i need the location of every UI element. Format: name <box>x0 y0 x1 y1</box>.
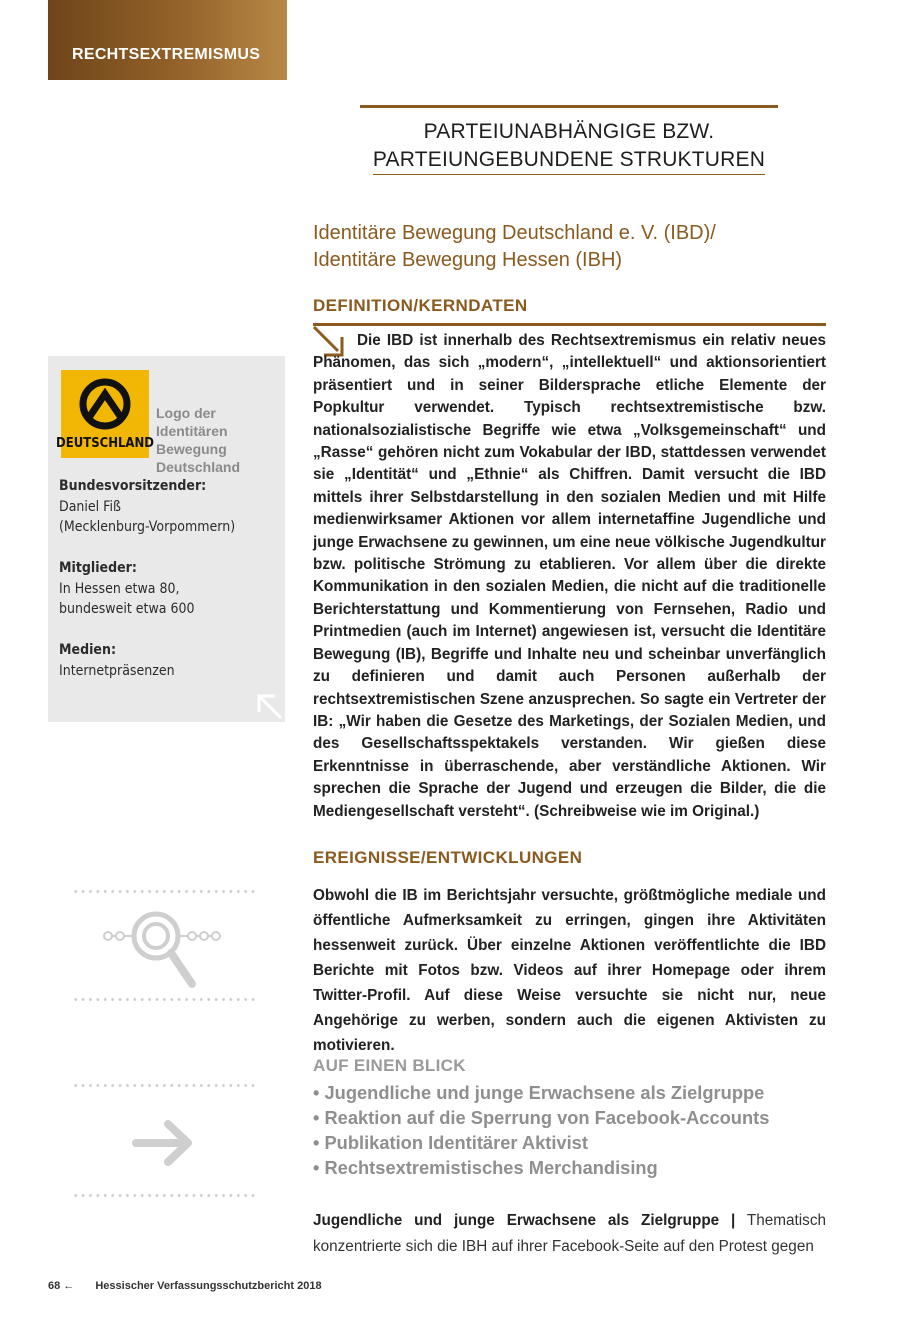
list-item: • Publikation Identitärer Aktivist <box>313 1132 588 1153</box>
glance-heading: AUF EINEN BLICK <box>313 1056 466 1075</box>
chair-name: Daniel Fiß <box>59 498 121 515</box>
dotted-divider <box>72 1194 256 1197</box>
page-footer <box>48 1280 322 1292</box>
members-label: Mitglieder: <box>59 560 137 576</box>
magnifier-icon <box>100 906 230 990</box>
dotted-divider <box>72 998 256 1001</box>
list-item: • Rechtsextremistisches Merchandising <box>313 1157 658 1178</box>
section-title-line-1: Identitäre Bewegung Deutschland e. V. (IBD)/ <box>313 222 716 244</box>
logo-wordmark: DEUTSCHLAND <box>56 435 154 451</box>
members-federal: bundesweit etwa 600 <box>59 601 195 617</box>
events-text: Obwohl die IB im Berichtsjahr versuchte, größtmögliche mediale und öffentliche Aufmerksamkeit zu erringen, gingen ihre Aktivitäten hessenweit zurück. Über einzelne Aktionen veröffentlichte die IBD Berichte mit Fotos bzw. Videos auf ihrer Homepage oder ihrem Twitter-Profil. Auf diese Weise versuchte sie nicht nur, neue Angehörige zu werben, sondern auch die eigenen Aktivisten zu motivieren. <box>313 887 826 1054</box>
chapter-title-line-1: PARTEIUNABHÄNGIGE BZW. <box>423 120 715 143</box>
events-heading: EREIGNISSE/ENTWICKLUNGEN <box>313 848 583 867</box>
corner-expand-icon <box>255 692 285 722</box>
logo-caption: Logo der Identitären Bewegung Deutschland <box>156 405 241 475</box>
category-tab <box>48 0 287 80</box>
key-facts-sidebar <box>48 356 285 722</box>
media-value: Internetpräsenzen <box>59 662 175 679</box>
chair-info <box>59 476 235 538</box>
media-label: Medien: <box>59 642 116 658</box>
section-title <box>313 220 833 274</box>
chapter-title <box>360 105 778 175</box>
target-group-paragraph <box>313 1208 826 1260</box>
dotted-divider <box>72 890 256 893</box>
definition-text: Die IBD ist innerhalb des Rechtsextremismus ein relativ neues Phänomen, das sich „modern“, „intellektuell“ und aktionsorientiert präsentiert und in seiner Bildersprache etliche Elemente der Popkultur verwendet. Typisch rechtsextremistische bzw. nationalsozialistische Begriffe wie etwa „Volksgemeinschaft“ und „Rasse“ gehören nicht zum Vokabular der IBD, stattdessen verwendet sie „Identität“ und „Ethnie“ als Chiffren. Damit versucht die IBD mittels ihrer Selbstdarstellung in den sozialen Medien und mit Hilfe medienwirksamer Aktionen vor allem internetaffine Jugendliche und junge Erwachsene zu gewinnen, um eine neue völkische Jugendkultur bzw. politische Strömung zu etablieren. Vor allem über die direkte Kommunikation in den sozialen Medien, die nicht auf die traditionelle Berichterstattung und Kommentierung von Fernsehen, Radio und Printmedien (auch im Internet) angewiesen ist, versucht die Identitäre Bewegung (IB), Begriffe und Inhalte neu und scheinbar unverfänglich zu definieren und damit auch Personen außerhalb der rechtsextremistischen Szene anzusprechen. So sagte ein Vertreter der IB: „Wir haben die Gesetze des Marketings, der Sozialen Medien, und des Gesellschaftsspektakels verstanden. Wir gießen diese Erkenntnisse in überraschende, aber verständliche Aktionen. Wir sprechen die Sprache der Jugend und erzeugen die Bilder, die die Mediengesellschaft versteht“. (Schreibweise wie im Original.) <box>313 332 826 820</box>
page-number: 68 ← <box>48 1280 75 1292</box>
category-label: RECHTSEXTREMISMUS <box>72 46 261 63</box>
publication-title: Hessischer Verfassungsschutzbericht 2018 <box>95 1280 322 1292</box>
lambda-logo-icon <box>56 370 154 458</box>
search-illustration <box>72 888 256 1008</box>
arrow-right-icon <box>132 1118 196 1168</box>
definition-heading: DEFINITION/KERNDATEN <box>313 296 528 315</box>
list-item: • Reaktion auf die Sperrung von Facebook-Accounts <box>313 1107 770 1128</box>
members-info <box>59 558 195 620</box>
dotted-divider <box>72 1084 256 1087</box>
members-hessen: In Hessen etwa 80, <box>59 580 180 597</box>
paragraph-lead: Jugendliche und junge Erwachsene als Zielgruppe | <box>313 1212 736 1229</box>
definition-rule <box>313 323 826 326</box>
list-item: • Jugendliche und junge Erwachsene als Zielgruppe <box>313 1082 765 1103</box>
glance-list <box>313 1080 769 1180</box>
section-title-line-2: Identitäre Bewegung Hessen (IBH) <box>313 249 623 271</box>
media-info <box>59 640 175 681</box>
chair-label: Bundesvorsitzender: <box>59 478 207 494</box>
arrow-illustration <box>72 1084 256 1204</box>
paragraph-text: Thematisch konzentrierte sich die IBH auf ihrer Facebook-Seite auf den Protest gegen <box>313 1212 826 1255</box>
ibd-logo <box>56 370 154 458</box>
chapter-title-line-2: PARTEIUNGEBUNDENE STRUKTUREN <box>373 146 765 175</box>
chair-region: (Mecklenburg-Vorpommern) <box>59 519 236 535</box>
